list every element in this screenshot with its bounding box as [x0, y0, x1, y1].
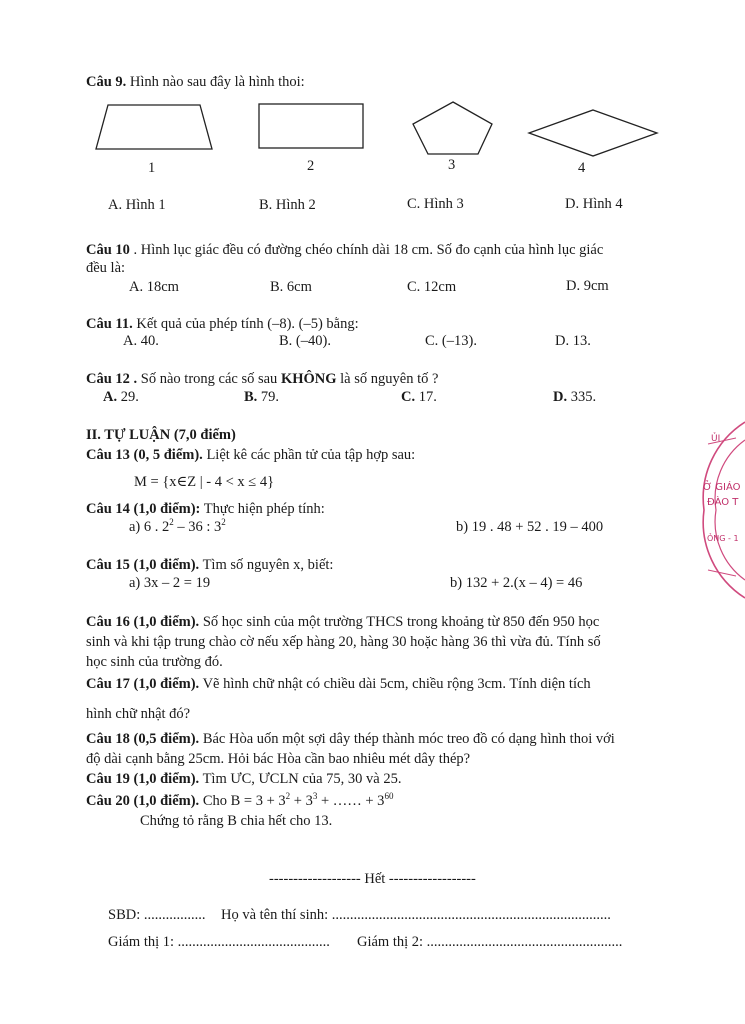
q9-text: Hình nào sau đây là hình thoi: — [129, 74, 305, 90]
figure-3-pentagon — [410, 99, 496, 157]
q19-text: Tìm ƯC, ƯCLN của 75, 30 và 25. — [202, 771, 402, 787]
q13-set: M = {x∈Z | - 4 < x ≤ 4} — [134, 474, 275, 490]
footer-candidate-name: Họ và tên thí sinh: ............................................................................. — [221, 907, 611, 923]
q20-line2: Chứng tỏ rằng B chia hết cho 13. — [140, 813, 333, 829]
q9-option-b: B. Hình 2 — [259, 197, 316, 213]
footer-proctor-1: Giám thị 1: .......................................... — [108, 934, 330, 950]
figure-4-rhombus — [526, 108, 660, 158]
q15-question — [86, 557, 333, 574]
q17-line1: Vẽ hình chữ nhật có chiều dài 5cm, chiều rộng 3cm. Tính diện tích — [202, 676, 591, 692]
figure-label-1: 1 — [148, 160, 156, 176]
q11-title: Câu 11. — [86, 316, 133, 332]
q14-title: Câu 14 (1,0 điểm): — [86, 501, 201, 517]
q16-question — [86, 614, 599, 631]
q12-option-d: D. 335. — [553, 389, 597, 405]
q13-title: Câu 13 (0, 5 điểm). — [86, 447, 203, 463]
q10-question — [86, 242, 603, 259]
q16-line2: sinh và khi tập trung chào cờ nếu xếp hàng 20, hàng 30 hoặc hàng 36 thì vừa đủ. Tính số — [86, 634, 601, 650]
q10-text-line2: đều là: — [86, 260, 126, 276]
q10-text: . Hình lục giác đều có đường chéo chính dài 18 cm. Số đo cạnh của hình lục giác — [133, 242, 604, 258]
q18-question — [86, 731, 615, 748]
q11-option-d: D. 13. — [555, 333, 591, 349]
figure-label-3: 3 — [448, 157, 456, 173]
q9-title: Câu 9. — [86, 74, 127, 90]
q10-option-a: A. 18cm — [129, 279, 179, 295]
q16-title: Câu 16 (1,0 điểm). — [86, 614, 200, 630]
stamp-text-2: Ở GIÁO — [703, 482, 741, 493]
q19-question — [86, 771, 401, 788]
q20-question — [86, 793, 393, 810]
q17-title: Câu 17 (1,0 điểm). — [86, 676, 200, 692]
q11-option-a: A. 40. — [123, 333, 159, 349]
q12-text-bold: KHÔNG — [280, 371, 337, 387]
figure-2-rectangle — [256, 101, 366, 151]
q14-part-b: b) 19 . 48 + 52 . 19 – 400 — [456, 519, 604, 535]
q15-text: Tìm số nguyên x, biết: — [202, 557, 334, 573]
q20-title: Câu 20 (1,0 điểm). — [86, 793, 200, 809]
q13-question — [86, 447, 415, 464]
q20-expression: Cho $B = 3 + 3^2 + 3^3$ + …… + $3^{60}$ — [202, 791, 394, 809]
q12-text-after: là số nguyên tố ? — [340, 371, 439, 387]
q9-option-d: D. Hình 4 — [565, 196, 623, 212]
q9-question — [86, 74, 305, 91]
q16-line1: Số học sinh của một trường THCS trong khoảng từ 850 đến 950 học — [202, 614, 600, 630]
q12-option-a: A. 29. — [103, 389, 139, 405]
q12-text-before: Số nào trong các số sau — [140, 371, 278, 387]
q12-option-c: C. 17. — [401, 389, 437, 405]
figure-1-trapezoid — [94, 103, 214, 153]
q11-text: Kết quả của phép tính (–8). (–5) bằng: — [136, 316, 359, 332]
q12-question — [86, 371, 438, 388]
section-2-heading: II. TỰ LUẬN (7,0 điểm) — [86, 427, 236, 443]
stamp-text-4: ỎNG - 1 — [707, 534, 739, 543]
figure-label-4: 4 — [578, 160, 586, 176]
stamp-rings — [696, 420, 745, 600]
q10-option-b: B. 6cm — [270, 279, 312, 295]
q11-option-c: C. (–13). — [425, 333, 477, 349]
q10-option-c: C. 12cm — [407, 279, 457, 295]
q14-part-a: a) 6 . $2^2 - 36$ : $3^2$ — [129, 517, 226, 535]
q9-option-a: A. Hình 1 — [108, 197, 166, 213]
figure-label-2: 2 — [307, 158, 315, 174]
q14-text: Thực hiện phép tính: — [203, 501, 325, 517]
stamp-text-1: ỦI — [711, 434, 721, 444]
q15-title: Câu 15 (1,0 điểm). — [86, 557, 200, 573]
q13-text: Liệt kê các phần tử của tập hợp sau: — [206, 447, 416, 463]
q19-title: Câu 19 (1,0 điểm). — [86, 771, 200, 787]
q18-line2: độ dài cạnh bằng 25cm. Hỏi bác Hòa cần bao nhiêu mét dây thép? — [86, 751, 471, 767]
q17-question — [86, 676, 591, 693]
q15-part-a: a) 3x – 2 = 19 — [129, 575, 211, 591]
q12-option-b: B. 79. — [244, 389, 280, 405]
q18-title: Câu 18 (0,5 điểm). — [86, 731, 200, 747]
q11-question — [86, 316, 359, 333]
q12-title: Câu 12 . — [86, 371, 138, 387]
q9-option-c: C. Hình 3 — [407, 196, 464, 212]
footer-proctor-2: Giám thị 2: ...................................................... — [357, 934, 623, 950]
end-marker: ------------------- Hết ------------------ — [269, 871, 476, 887]
q15-part-b: b) 132 + 2.(x – 4) = 46 — [450, 575, 583, 591]
q11-option-b: B. (–40). — [279, 333, 331, 349]
q10-title: Câu 10 — [86, 242, 130, 258]
q17-line2: hình chữ nhật đó? — [86, 706, 191, 722]
q10-option-d: D. 9cm — [566, 278, 609, 294]
stamp-text-3: ĐÀO T — [707, 497, 739, 508]
footer-sbd: SBD: ................. — [108, 907, 206, 923]
q14-question — [86, 501, 325, 518]
q18-line1: Bác Hòa uốn một sợi dây thép thành móc treo đồ có dạng hình thoi với — [202, 731, 615, 747]
q16-line3: học sinh của trường đó. — [86, 654, 223, 670]
